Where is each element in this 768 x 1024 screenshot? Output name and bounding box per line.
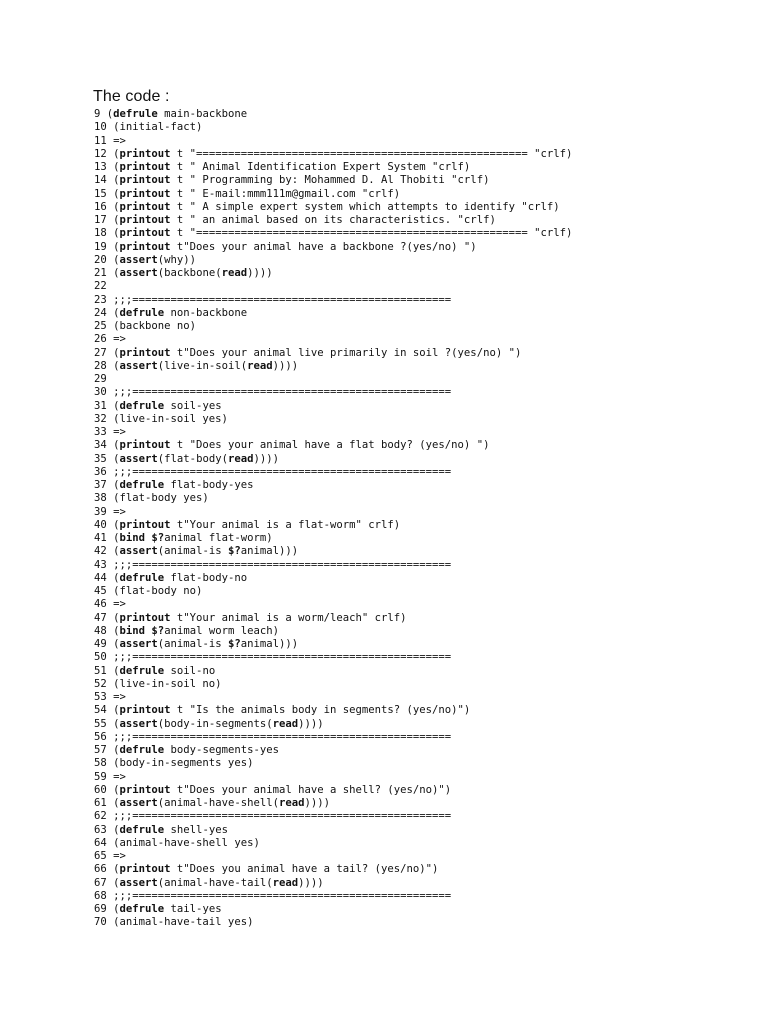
- code-line: [94, 161, 572, 174]
- code-keyword: read: [247, 359, 273, 372]
- code-text: 57 (: [94, 744, 120, 756]
- code-line: [94, 174, 572, 187]
- code-keyword: printout: [119, 214, 171, 226]
- code-line: [94, 731, 572, 744]
- code-text: 21 (: [94, 267, 120, 279]
- code-keyword: read: [227, 452, 254, 465]
- code-text: 14 (: [94, 174, 120, 187]
- code-text: 68 ;;;==================================================: [94, 889, 452, 902]
- code-text: 42 (: [94, 545, 120, 558]
- code-keyword: assert: [119, 545, 158, 558]
- code-text: non-backbone: [164, 306, 248, 319]
- code-text: (backbone(: [157, 267, 222, 279]
- code-text: t"Does your animal have a backbone ?(yes/no) "): [170, 240, 477, 253]
- code-line: [94, 506, 572, 519]
- code-keyword: $?: [151, 532, 165, 544]
- code-keyword: printout: [119, 783, 171, 796]
- code-line: [94, 771, 572, 784]
- code-line: [94, 810, 572, 823]
- code-text: 45 (flat-body no): [94, 585, 203, 597]
- code-line: [94, 294, 572, 307]
- code-keyword: read: [278, 797, 305, 809]
- code-line: [94, 572, 572, 585]
- code-text: 53 =>: [94, 691, 126, 703]
- code-keyword: printout: [119, 863, 171, 876]
- code-text: 47 (: [94, 611, 120, 624]
- code-line: [94, 665, 572, 678]
- code-text: 62 ;;;==================================================: [94, 810, 452, 823]
- code-line: [94, 625, 572, 638]
- code-keyword: printout: [119, 518, 171, 531]
- code-text: 28 (: [94, 359, 120, 372]
- code-text: 13 (: [94, 161, 120, 173]
- code-line: [94, 188, 572, 201]
- code-keyword: defrule: [119, 823, 165, 836]
- code-text: 60 (: [94, 783, 120, 796]
- section-heading: The code :: [93, 88, 170, 105]
- code-text: (animal-is: [157, 638, 228, 650]
- code-text: 59 =>: [94, 770, 126, 783]
- code-text: 26 =>: [94, 333, 126, 346]
- code-line: [94, 453, 572, 466]
- code-keyword: printout: [119, 187, 171, 200]
- code-text: t"Does you animal have a tail? (yes/no)"): [170, 863, 439, 876]
- code-text: 31 (: [94, 399, 120, 412]
- code-text: 29: [94, 373, 107, 385]
- code-text: (animal-have-shell(: [157, 797, 279, 809]
- code-line: [94, 307, 572, 320]
- code-line: [94, 439, 572, 452]
- code-text: animal))): [240, 545, 299, 558]
- code-line: [94, 718, 572, 731]
- code-text: )))): [298, 876, 324, 889]
- code-keyword: printout: [119, 161, 171, 173]
- code-keyword: defrule: [119, 664, 165, 677]
- code-line: [94, 519, 572, 532]
- code-keyword: assert: [119, 253, 158, 266]
- code-keyword: assert: [119, 797, 158, 809]
- code-line: [94, 744, 572, 757]
- code-line: [94, 890, 572, 903]
- code-text: 52 (live-in-soil no): [94, 677, 222, 690]
- code-text: 70 (animal-have-tail yes): [94, 916, 254, 929]
- code-line: [94, 373, 572, 386]
- code-line: [94, 638, 572, 651]
- code-text: t "Is the animals body in segments? (yes/no)"): [170, 704, 471, 717]
- code-keyword: read: [272, 717, 299, 730]
- code-text: t " Animal Identification Expert System "crlf): [170, 161, 471, 173]
- code-text: (why)): [157, 253, 197, 266]
- code-keyword: printout: [119, 611, 171, 624]
- code-line: [94, 466, 572, 479]
- code-text: (body-in-segments(: [157, 717, 273, 730]
- code-line: [94, 598, 572, 611]
- code-text: 18 (: [94, 227, 120, 240]
- code-text: 15 (: [94, 187, 120, 200]
- code-line: [94, 797, 572, 810]
- code-keyword: defrule: [119, 744, 165, 756]
- code-keyword: assert: [119, 638, 158, 650]
- code-text: 66 (: [94, 863, 120, 876]
- code-keyword: printout: [119, 704, 171, 717]
- code-line: [94, 227, 572, 240]
- code-line: [94, 320, 572, 333]
- code-keyword: assert: [119, 452, 158, 465]
- code-text: 58 (body-in-segments yes): [94, 757, 254, 770]
- code-text: (live-in-soil(: [157, 359, 248, 372]
- code-text: body-segments-yes: [164, 744, 279, 756]
- code-text: 40 (: [94, 518, 120, 531]
- code-keyword: read: [272, 876, 299, 889]
- code-text: t "==================================================== "crlf): [170, 147, 573, 160]
- code-text: 46 =>: [94, 598, 126, 611]
- code-line: [94, 214, 572, 227]
- code-text: 44 (: [94, 571, 120, 584]
- code-text: 36 ;;;==================================================: [94, 465, 452, 478]
- code-line: [94, 347, 572, 360]
- code-keyword: defrule: [119, 306, 165, 319]
- code-text: 30 ;;;==================================================: [94, 386, 452, 399]
- code-line: [94, 333, 572, 346]
- code-text: 35 (: [94, 452, 120, 465]
- code-line: [94, 532, 572, 545]
- code-text: 41 (: [94, 532, 120, 544]
- code-text: animal flat-worm): [164, 532, 273, 544]
- code-line: [94, 916, 572, 929]
- code-line: [94, 559, 572, 572]
- code-text: 24 (: [94, 306, 120, 319]
- code-line: [94, 784, 572, 797]
- code-keyword: $?: [227, 545, 241, 558]
- code-text: )))): [298, 717, 324, 730]
- code-keyword: defrule: [119, 903, 165, 915]
- code-text: 19 (: [94, 240, 120, 253]
- code-text: 63 (: [94, 823, 120, 836]
- code-text: 17 (: [94, 214, 120, 226]
- code-text: tail-yes: [164, 903, 222, 915]
- code-line: [94, 400, 572, 413]
- code-keyword: printout: [119, 346, 171, 359]
- code-line: [94, 651, 572, 664]
- code-line: [94, 135, 572, 148]
- code-line: [94, 585, 572, 598]
- code-text: 27 (: [94, 346, 120, 359]
- code-line: [94, 545, 572, 558]
- code-text: )))): [247, 267, 273, 279]
- code-line: [94, 426, 572, 439]
- code-line: [94, 108, 572, 121]
- code-keyword: defrule: [113, 108, 158, 120]
- code-text: 61 (: [94, 797, 120, 809]
- code-line: [94, 148, 572, 161]
- code-text: 23 ;;;==================================================: [94, 293, 452, 306]
- code-text: 51 (: [94, 664, 120, 677]
- code-line: [94, 360, 572, 373]
- code-keyword: assert: [119, 267, 158, 279]
- code-text: soil-no: [164, 664, 216, 677]
- code-keyword: $?: [151, 624, 165, 637]
- code-line: [94, 386, 572, 399]
- code-text: t"Your animal is a flat-worm" crlf): [170, 518, 401, 531]
- code-line: [94, 479, 572, 492]
- code-text: )))): [304, 797, 331, 809]
- code-text: t " E-mail:mmm111m@gmail.com "crlf): [170, 187, 401, 200]
- code-text: 34 (: [94, 439, 120, 452]
- code-text: 54 (: [94, 704, 120, 717]
- code-text: 39 =>: [94, 505, 126, 518]
- code-keyword: printout: [119, 439, 171, 452]
- code-line: [94, 863, 572, 876]
- code-text: 20 (: [94, 253, 120, 266]
- code-line: [94, 280, 572, 293]
- code-text: (animal-have-tail(: [157, 876, 273, 889]
- code-line: [94, 757, 572, 770]
- code-keyword: printout: [119, 174, 171, 187]
- code-text: 55 (: [94, 717, 120, 730]
- code-text: 10 (initial-fact): [94, 121, 203, 134]
- code-text: flat-body-yes: [164, 479, 254, 491]
- code-line: [94, 824, 572, 837]
- code-text: 32 (live-in-soil yes): [94, 412, 228, 425]
- code-line: [94, 121, 572, 134]
- code-text: 12 (: [94, 147, 120, 160]
- code-text: t "==================================================== "crlf): [170, 227, 573, 240]
- code-line: [94, 704, 572, 717]
- code-line: [94, 678, 572, 691]
- code-text: 25 (backbone no): [94, 320, 197, 332]
- code-text: 50 ;;;==================================================: [94, 651, 452, 664]
- code-text: 69 (: [94, 903, 120, 915]
- code-text: flat-body-no: [164, 571, 248, 584]
- code-keyword: assert: [119, 876, 158, 889]
- code-text: 67 (: [94, 876, 120, 889]
- code-text: )))): [272, 359, 299, 372]
- code-keyword: bind: [119, 532, 146, 544]
- code-line: [94, 254, 572, 267]
- code-text: soil-yes: [164, 399, 222, 412]
- code-line: [94, 241, 572, 254]
- code-keyword: defrule: [119, 399, 165, 412]
- code-line: [94, 837, 572, 850]
- code-keyword: printout: [119, 227, 171, 240]
- code-text: 65 =>: [94, 850, 126, 862]
- code-text: 49 (: [94, 638, 120, 650]
- code-keyword: bind: [119, 624, 146, 637]
- code-keyword: defrule: [119, 571, 165, 584]
- code-text: animal))): [240, 638, 299, 650]
- code-text: animal worm leach): [164, 624, 279, 637]
- code-line: [94, 612, 572, 625]
- code-text: 37 (: [94, 479, 120, 491]
- code-text: t "Does your animal have a flat body? (yes/no) "): [170, 439, 490, 452]
- code-line: [94, 850, 572, 863]
- code-text: 22: [94, 280, 107, 293]
- code-listing: [94, 108, 572, 930]
- code-text: )))): [253, 452, 279, 465]
- code-text: t"Does your animal live primarily in soil ?(yes/no) "): [170, 346, 522, 359]
- code-line: [94, 201, 572, 214]
- code-text: shell-yes: [164, 823, 228, 836]
- code-text: t " an animal based on its characteristics. "crlf): [170, 214, 496, 226]
- code-keyword: read: [221, 267, 248, 279]
- code-text: 48 (: [94, 624, 120, 637]
- code-text: 33 =>: [94, 426, 126, 438]
- code-text: 38 (flat-body yes): [94, 492, 209, 505]
- code-keyword: assert: [119, 359, 158, 372]
- code-keyword: defrule: [119, 479, 165, 491]
- code-text: t"Does your animal have a shell? (yes/no)"): [170, 783, 452, 796]
- code-text: t " Programming by: Mohammed D. Al Thobiti "crlf): [170, 174, 490, 187]
- code-line: [94, 267, 572, 280]
- code-text: 64 (animal-have-shell yes): [94, 836, 260, 849]
- code-keyword: printout: [119, 147, 171, 160]
- code-text: 43 ;;;==================================================: [94, 558, 452, 571]
- code-text: 9 (: [94, 108, 114, 120]
- code-text: 16 (: [94, 200, 120, 213]
- code-text: t"Your animal is a worm/leach" crlf): [170, 611, 407, 624]
- code-text: t " A simple expert system which attempts to identify "crlf): [170, 200, 560, 213]
- code-keyword: $?: [227, 638, 241, 650]
- code-keyword: printout: [119, 200, 171, 213]
- code-line: [94, 691, 572, 704]
- code-line: [94, 903, 572, 916]
- code-keyword: assert: [119, 717, 158, 730]
- code-line: [94, 877, 572, 890]
- code-line: [94, 413, 572, 426]
- code-text: main-backbone: [157, 108, 248, 120]
- code-line: [94, 492, 572, 505]
- code-text: (animal-is: [157, 545, 228, 558]
- code-text: (flat-body(: [157, 452, 228, 465]
- code-keyword: printout: [119, 240, 171, 253]
- code-text: 56 ;;;==================================================: [94, 730, 452, 743]
- code-text: 11 =>: [94, 134, 126, 147]
